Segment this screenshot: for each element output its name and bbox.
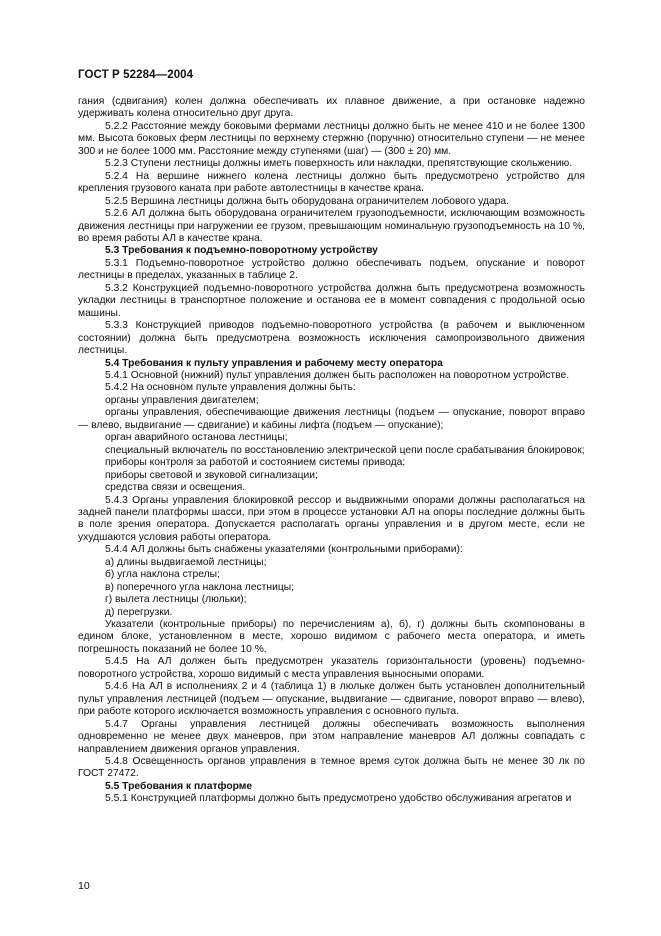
paragraph: 5.2.2 Расстояние между боковыми фермами лестницы должно быть не менее 410 и не более 1300 мм. Высота боковых ферм лестницы по верхнему стержню (поручню) относительно ступени — не менее 300 и не более 1000 мм. Расстояние между ступенями (шаг) — (300 ± 20) мм. bbox=[78, 120, 585, 157]
paragraph: д) перегрузки. bbox=[105, 606, 173, 618]
paragraph: приборы контроля за работой и состоянием системы привода; bbox=[105, 457, 406, 469]
section-heading: 5.5 Требования к платформе bbox=[105, 780, 253, 792]
paragraph: гания (сдвигания) колен должна обеспечивать их плавное движение, а при остановке надежно удерживать колена относительно друг друга. bbox=[78, 96, 585, 120]
section-heading: 5.4 Требования к пульту управления и рабочему месту оператора bbox=[105, 357, 443, 369]
paragraph: средства связи и освещения. bbox=[105, 482, 246, 494]
section-heading: 5.3 Требования к подъемно-поворотному устройству bbox=[105, 245, 378, 257]
paragraph: 5.4.6 На АЛ в исполнениях 2 и 4 (таблица 1) в люльке должен быть установлен дополнительный пульт управления лестницей (подъем — опускание, выдвигание — сдвигание, поворот вправо — влево), при работе которого исключается возможность управления с основного пульта. bbox=[78, 681, 585, 718]
paragraph: г) вылета лестницы (люльки); bbox=[105, 594, 247, 606]
document-body bbox=[78, 96, 585, 806]
paragraph: 5.2.4 На вершине нижнего колена лестницы должно быть предусмотрено устройство для крепления грузового каната при работе автолестницы в качестве крана. bbox=[78, 170, 585, 195]
paragraph: 5.4.8 Освещенность органов управления в темное время суток должна быть не менее 30 лк по ГОСТ 27472. bbox=[78, 756, 585, 780]
paragraph: 5.3.2 Конструкцией подъемно-поворотного устройства должна быть предусмотрена возможность укладки лестницы в транспортное положение и останова ее в момент совпадения с продольной осью машины. bbox=[78, 282, 585, 319]
paragraph: 5.2.3 Ступени лестницы должны иметь поверхность или накладки, препятствующие скольжению. bbox=[105, 158, 573, 170]
paragraph: органы управления, обеспечивающие движения лестницы (подъем — опускание, поворот вправо — влево, выдвигание — сдвигание) и кабины лифта (подъем — опускание); bbox=[78, 407, 585, 431]
paragraph: 5.4.4 АЛ должны быть снабжены указателями (контрольными приборами): bbox=[105, 544, 463, 556]
paragraph: приборы световой и звуковой сигнализации; bbox=[105, 469, 318, 481]
page-number: 10 bbox=[78, 880, 90, 892]
paragraph: 5.5.1 Конструкцией платформы должно быть предусмотрено удобство обслуживания агрегатов и bbox=[105, 793, 572, 805]
paragraph: 5.4.2 На основном пульте управления должны быть: bbox=[105, 382, 356, 394]
paragraph: органы управления двигателем; bbox=[105, 394, 259, 406]
paragraph: специальный включатель по восстановлению электрической цепи после срабатывания блокировок; bbox=[105, 444, 585, 456]
paragraph: 5.4.3 Органы управления блокировкой рессор и выдвижными опорами должны располагаться на задней панели платформы шасси, при этом в процессе установки АЛ на опоры последние должны быть в поле зрения оператора. Допускается располагать органы управления и в другом месте, если не ухудшаются условия работы оператора. bbox=[78, 494, 585, 543]
paragraph: орган аварийного останова лестницы; bbox=[105, 432, 288, 444]
paragraph: 5.4.5 На АЛ должен быть предусмотрен указатель горизонтальности (уровень) подъемно-поворотного устройства, хорошо видимый с места управления выносными опорами. bbox=[78, 656, 585, 680]
paragraph: 5.3.1 Подъемно-поворотное устройство должно обеспечивать подъем, опускание и поворот лестницы в пределах, указанных в таблице 2. bbox=[78, 257, 585, 282]
paragraph: 5.4.1 Основной (нижний) пульт управления должен быть расположен на поворотном устройстве. bbox=[105, 369, 570, 381]
document-header: ГОСТ Р 52284—2004 bbox=[78, 69, 194, 81]
paragraph: б) угла наклона стрелы; bbox=[105, 569, 220, 581]
paragraph: 5.2.6 АЛ должна быть оборудована ограничителем грузоподъемности, исключающим возможность движения лестницы при нагружении ее грузом, превышающим номинальную грузоподъемность на 10 %, во время работы АЛ в качестве крана. bbox=[78, 208, 585, 244]
paragraph: 5.3.3 Конструкцией приводов подъемно-поворотного устройства (в рабочем и выключенном состоянии) должна быть предусмотрена возможность исключения самопроизвольного движения лестницы. bbox=[78, 320, 585, 357]
paragraph: 5.2.5 Вершина лестницы должна быть оборудована ограничителем лобового удара. bbox=[105, 195, 510, 207]
paragraph: в) поперечного угла наклона лестницы; bbox=[105, 581, 294, 593]
paragraph: 5.4.7 Органы управления лестницей должны обеспечивать возможность выполнения одновременно не менее двух маневров, при этом направление маневров АЛ должны совпадать с направлением движения органов управления. bbox=[78, 718, 585, 755]
paragraph: а) длины выдвигаемой лестницы; bbox=[105, 556, 267, 568]
paragraph: Указатели (контрольные приборы) по перечислениям а), б), г) должны быть скомпонованы в едином блоке, установленном в месте, хорошо видимом с рабочего места оператора, и иметь погрешность показаний не более 10 %. bbox=[78, 619, 585, 655]
